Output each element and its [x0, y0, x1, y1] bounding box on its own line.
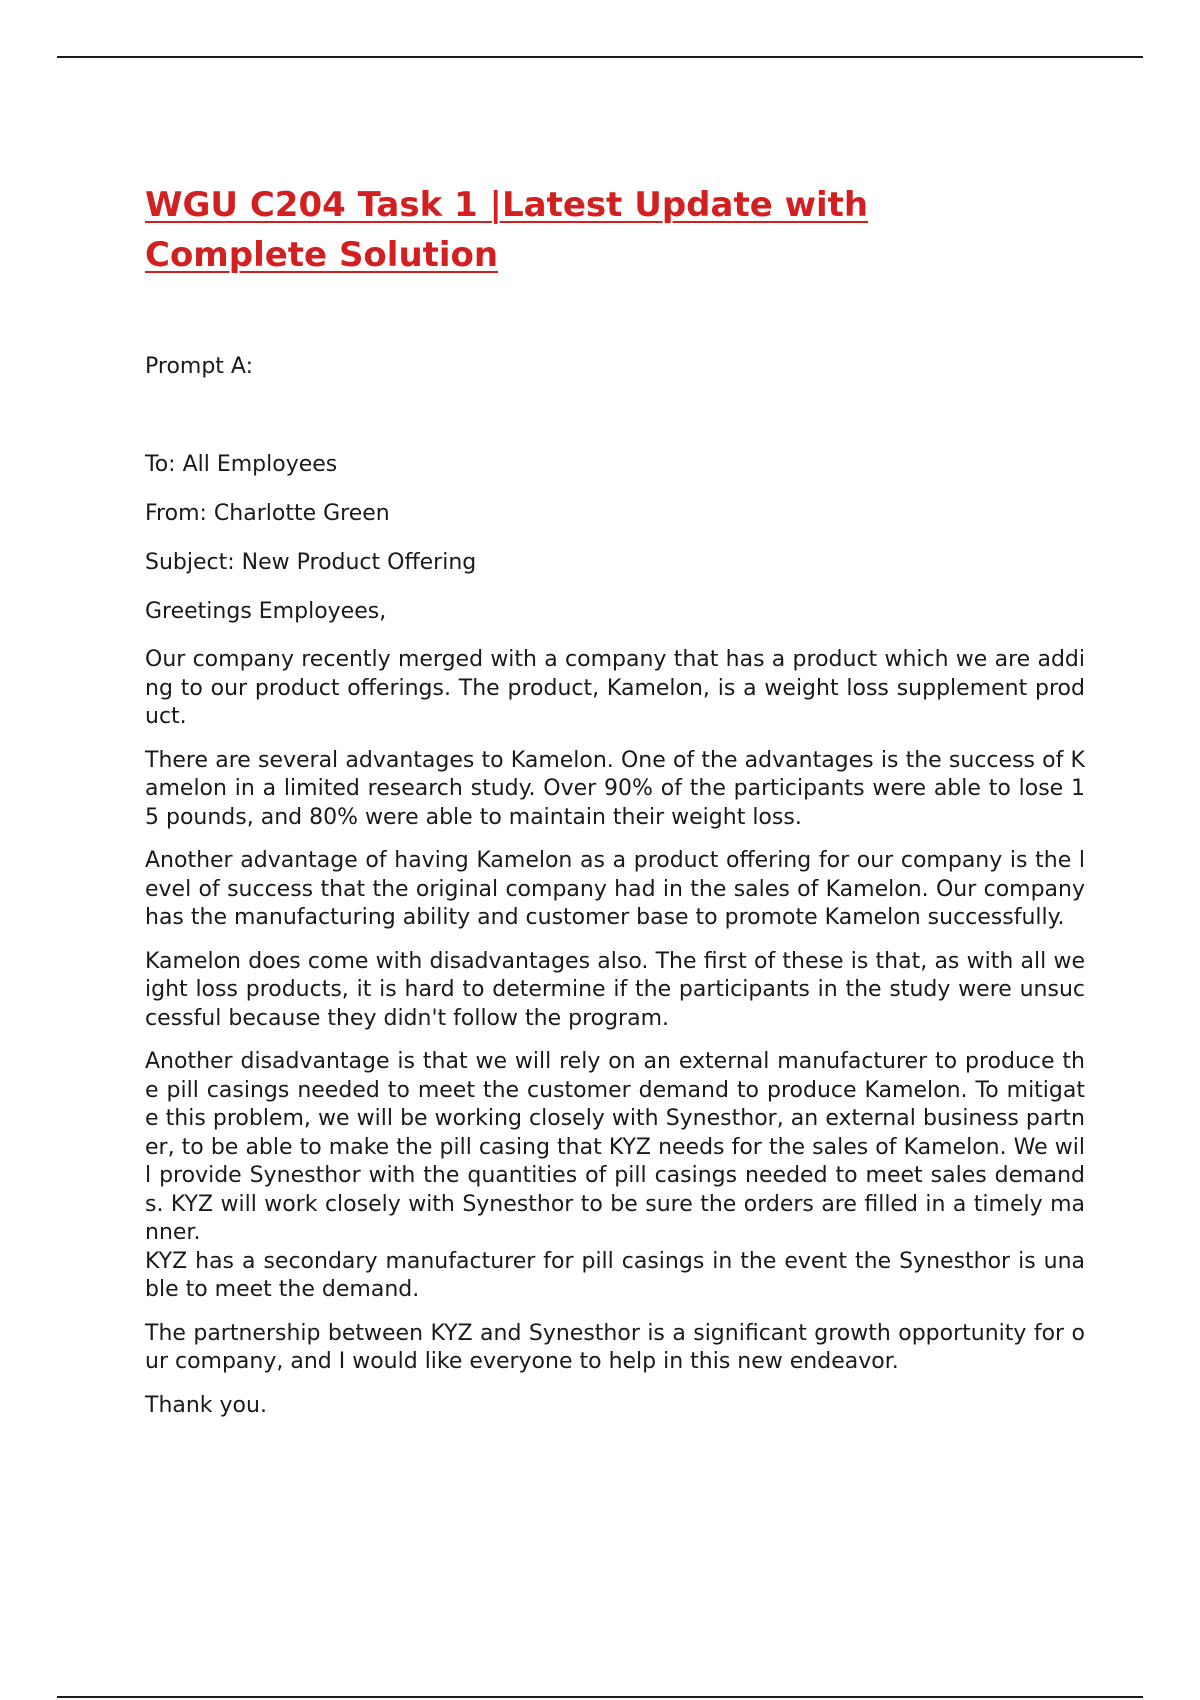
bottom-rule — [57, 1696, 1143, 1698]
paragraph-secondary-manufacturer: KYZ has a secondary manufacturer for pill casings in the event the Synesthor is unable to meet the demand. — [145, 1248, 1085, 1302]
memo-to: To: All Employees — [145, 452, 338, 477]
paragraph-manufacturer: Another disadvantage is that we will rely on an external manufacturer to produce the pill casings needed to meet the customer demand to produce Kamelon. To mitigate this problem, we will be working closely with Synesthor, an external business partner, to be able to make the pill casing that KYZ needs for the sales of Kamelon. We will provide Synesthor with the quantities of pill casings needed to meet sales demands. KYZ will work closely with Synesthor to be sure the orders are filled in a timely manner. — [145, 1049, 1085, 1245]
paragraph-advantages: There are several advantages to Kamelon. One of the advantages is the success of Kamelon in a limited research study. Over 90% of the participants were able to lose 15 pounds, and 80% were able to maintain their weight loss. — [145, 747, 1085, 830]
paragraph-closing: Thank you. — [145, 1392, 267, 1418]
prompt-label: Prompt A: — [145, 354, 253, 379]
paragraph-merger: Our company recently merged with a company that has a product which we are adding to our product offerings. The product, Kamelon, is a weight loss supplement product. — [145, 647, 1085, 729]
memo-from: From: Charlotte Green — [145, 501, 390, 526]
top-rule — [57, 56, 1143, 58]
document-title: WGU C204 Task 1 |Latest Update with Complete Solution — [145, 185, 869, 275]
memo-header — [145, 450, 1085, 627]
memo-subject: Subject: New Product Offering — [145, 550, 477, 575]
paragraph-disadvantages: Kamelon does come with disadvantages also. The first of these is that, as with all weight loss products, it is hard to determine if the participants in the study were unsuccessful because they didn't follow the program. — [145, 948, 1085, 1031]
paragraph-partnership: The partnership between KYZ and Synesthor is a significant growth opportunity for our company, and I would like everyone to help in this new endeavor. — [145, 1320, 1085, 1374]
memo-greeting: Greetings Employees, — [145, 599, 387, 624]
document-body — [145, 180, 1085, 1435]
paragraph-sales-advantage: Another advantage of having Kamelon as a product offering for our company is the level of success that the original company had in the sales of Kamelon. Our company has the manufacturing ability and customer base to promote Kamelon successfully. — [145, 848, 1085, 930]
